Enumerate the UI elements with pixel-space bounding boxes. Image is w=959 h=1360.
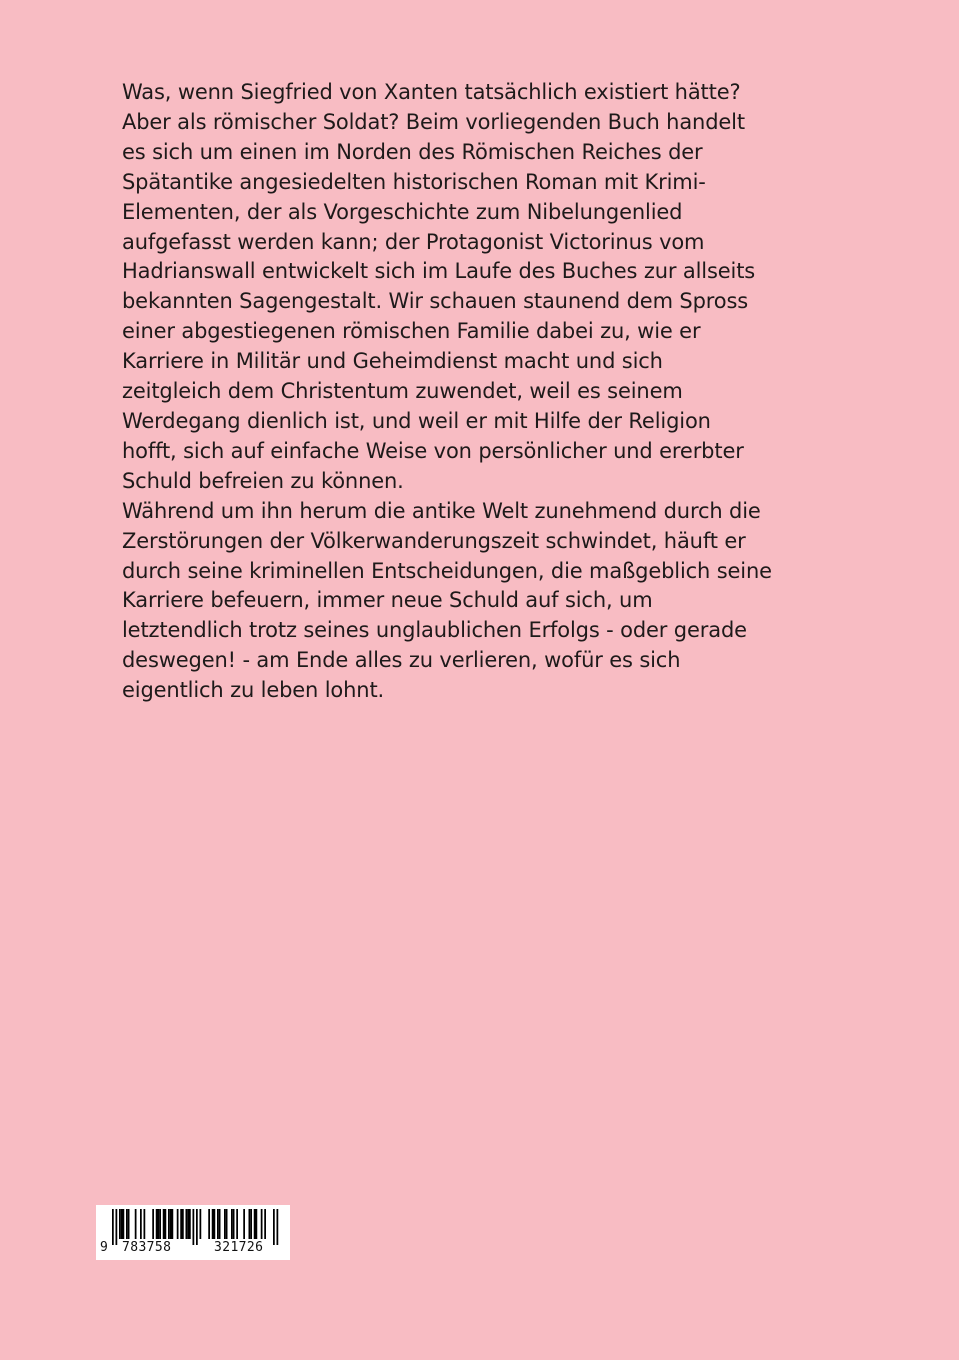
barcode-bar (200, 1209, 202, 1239)
barcode-bar (187, 1209, 189, 1239)
barcode-bar (186, 1209, 188, 1239)
barcode-bar (123, 1209, 125, 1239)
blurb-line: Was, wenn Siegfried von Xanten tatsächlich existiert hätte? (122, 80, 741, 104)
barcode-bar (214, 1209, 216, 1239)
barcode-bar (165, 1209, 167, 1239)
blurb-line: Spätantike angesiedelten historischen Roman mit Krimi- (122, 169, 706, 194)
blurb-line: Hadrianswall entwickelt sich im Laufe des Buches zur allseits (122, 259, 756, 284)
barcode-bar (212, 1209, 214, 1239)
barcode-bar (231, 1209, 233, 1239)
blurb-line: deswegen! - am Ende alles zu verlieren, wofür es sich (122, 648, 681, 673)
barcode-bar (182, 1209, 184, 1239)
barcode-bar (236, 1209, 238, 1239)
barcode-bar (152, 1209, 154, 1239)
blurb-line: Während um ihn herum die antike Welt zunehmend durch die (122, 498, 761, 523)
blurb-line: eigentlich zu leben lohnt. (122, 678, 385, 703)
blurb-line: Elementen, der als Vorgeschichte zum Nibelungenlied (122, 199, 683, 224)
barcode-bar (168, 1209, 170, 1239)
barcode-bar (224, 1209, 226, 1239)
blurb-line: Karriere befeuern, immer neue Schuld auf sich, um (122, 588, 653, 613)
barcode-bar (189, 1209, 191, 1239)
barcode-bar (177, 1209, 179, 1239)
barcode-bar (163, 1209, 165, 1239)
barcode-bar (264, 1209, 266, 1239)
barcode-left-group: 783758 (122, 1240, 172, 1255)
barcode-bar (170, 1209, 172, 1239)
blurb-line: Schuld befreien zu können. (122, 468, 404, 493)
blurb-line: zeitgleich dem Christentum zuwendet, weil es seinem (122, 379, 683, 404)
barcode-bar (159, 1209, 161, 1239)
blurb-text (122, 78, 822, 706)
barcode-bar (172, 1209, 174, 1239)
barcode-bar (140, 1209, 142, 1239)
barcode-bar (135, 1209, 137, 1239)
barcode-bar (243, 1209, 245, 1239)
blurb-line: es sich um einen im Norden des Römischen Reiches der (122, 139, 703, 164)
barcode-bar (119, 1209, 121, 1239)
barcode-lead-digit: 9 (100, 1240, 108, 1255)
barcode-bar (208, 1209, 210, 1239)
blurb-line: Aber als römischer Soldat? Beim vorliegenden Buch handelt (122, 109, 745, 134)
isbn-barcode (96, 1205, 290, 1260)
barcode-bar (254, 1209, 256, 1239)
blurb-line: einer abgestiegenen römischen Familie dabei zu, wie er (122, 319, 701, 344)
barcode-bar (219, 1209, 221, 1239)
barcode-bar (233, 1209, 235, 1239)
barcode-bar (180, 1209, 182, 1239)
blurb-line: Karriere in Militär und Geheimdienst macht und sich (122, 349, 663, 374)
barcode-bar (156, 1209, 158, 1239)
barcode-bar (226, 1209, 228, 1239)
barcode-bar (121, 1209, 123, 1239)
barcode-bar (249, 1209, 251, 1239)
barcode-digits (96, 1240, 290, 1258)
barcode-bar (217, 1209, 219, 1239)
barcode-bar (144, 1209, 146, 1239)
blurb-line: Zerstörungen der Völkerwanderungszeit schwindet, häuft er (122, 528, 746, 553)
blurb-line: aufgefasst werden kann; der Protagonist Victorinus vom (122, 229, 705, 254)
blurb-line: Werdegang dienlich ist, und weil er mit Hilfe der Religion (122, 408, 711, 433)
barcode-bar (256, 1209, 258, 1239)
barcode-bar (128, 1209, 130, 1239)
blurb-line: letztendlich trotz seines unglaublichen Erfolgs - oder gerade (122, 618, 747, 643)
barcode-bar (126, 1209, 128, 1239)
blurb-line: bekannten Sagengestalt. Wir schauen staunend dem Spross (122, 289, 749, 314)
blurb-line: hofft, sich auf einfache Weise von persönlicher und ererbter (122, 438, 744, 463)
barcode-bar (261, 1209, 263, 1239)
barcode-bar (250, 1209, 252, 1239)
barcode-right-group: 321726 (214, 1240, 264, 1255)
barcode-bar (158, 1209, 160, 1239)
blurb-line: durch seine kriminellen Entscheidungen, die maßgeblich seine (122, 558, 772, 583)
